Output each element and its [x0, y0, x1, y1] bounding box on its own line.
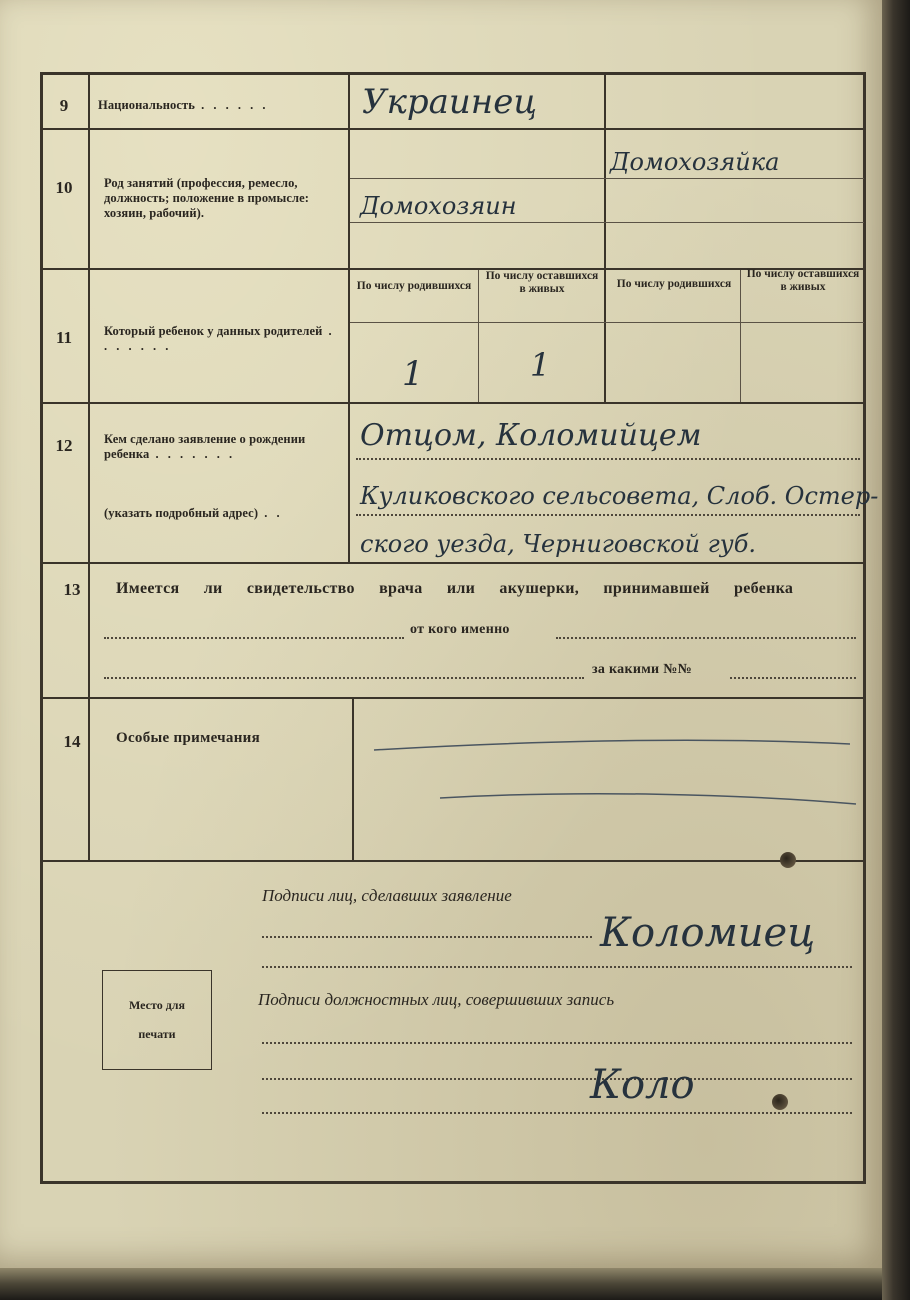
header-divider	[350, 322, 864, 323]
col-head-mother-born: По числу родившихся	[616, 278, 732, 290]
row-divider	[42, 697, 864, 699]
column-divider	[348, 74, 350, 562]
dotted-line	[556, 637, 856, 639]
row-number-11: 11	[55, 328, 73, 347]
stamp-placeholder	[102, 970, 212, 1070]
address-label-text: (указать подробный адрес)	[104, 506, 259, 520]
nationality-label: Национальность . . . . . .	[98, 98, 269, 112]
certificate-question: Имеется ли свидетельство врача или акушерки, принимавшей ребенка	[116, 580, 794, 597]
page-edge-right	[882, 0, 910, 1300]
row-number-9: 9	[59, 96, 69, 115]
declarant-label: Кем сделано заявление о рождении ребенка . . . . . . .	[104, 432, 306, 461]
child-number-alive: 1	[530, 346, 551, 384]
numbers-label: за какими №№	[592, 662, 692, 677]
dotted-line	[104, 637, 404, 639]
from-whom-label: от кого именно	[410, 622, 510, 637]
dotted-line	[262, 936, 592, 938]
col-head-father-born: По числу родившихся	[356, 280, 472, 292]
page-edge-bottom	[0, 1268, 882, 1300]
mother-occupation-value: Домохозяйка	[610, 148, 780, 176]
dotted-line	[356, 514, 860, 516]
declarant-line-3: ского уезда, Черниговской губ.	[360, 530, 756, 558]
column-divider	[604, 74, 606, 402]
nationality-label-text: Национальность	[98, 98, 195, 112]
which-child-label: Который ребенок у данных родителей . . . . . . .	[104, 324, 335, 353]
dotted-line	[104, 677, 584, 679]
dotted-line	[262, 966, 852, 968]
declarant-label-text: Кем сделано заявление о рождении ребенка	[104, 432, 306, 461]
special-notes-label: Особые примечания	[116, 730, 261, 746]
sub-divider	[350, 222, 864, 223]
binding-hole	[772, 1094, 788, 1110]
father-occupation-value: Домохозяин	[360, 192, 517, 220]
officials-signature-label: Подписи должностных лиц, совершивших запись	[258, 990, 615, 1009]
declarant-line-2: Куликовского сельсовета, Слоб. Остер-	[360, 482, 879, 510]
applicant-signature: Коломиец	[600, 910, 816, 956]
row-divider	[42, 860, 864, 862]
row-number-13: 13	[63, 580, 81, 599]
row-divider	[42, 128, 864, 130]
col-head-father-alive: По числу оставшихся в живых	[485, 270, 599, 295]
row-number-12: 12	[55, 436, 73, 455]
dotted-line	[356, 458, 860, 460]
sub-divider	[350, 178, 864, 179]
notes-strike-lines	[360, 720, 860, 830]
occupation-label: Род занятий (профессия, ремесло, должность; положение в промысле: хозяин, рабочий).	[104, 176, 310, 220]
row-divider	[42, 562, 864, 564]
row-number-10: 10	[55, 178, 73, 197]
row-number-14: 14	[63, 732, 81, 751]
dotted-line	[262, 1112, 852, 1114]
dotted-line	[730, 677, 856, 679]
child-number-born: 1	[402, 354, 424, 394]
binding-hole	[780, 852, 796, 868]
applicants-signature-label: Подписи лиц, сделавших заявление	[262, 886, 512, 905]
column-divider	[478, 270, 479, 402]
stamp-text-1: Место для	[129, 998, 185, 1012]
col-head-mother-alive: По числу оставшихся в живых	[746, 268, 860, 293]
column-divider	[740, 270, 741, 402]
official-signature: Коло	[590, 1062, 695, 1108]
dotted-line	[262, 1078, 852, 1080]
dotted-line	[262, 1042, 852, 1044]
stamp-text-2: печати	[138, 1027, 176, 1041]
which-child-label-text: Который ребенок у данных родителей	[104, 324, 323, 338]
column-divider	[352, 697, 354, 860]
nationality-value: Украинец	[362, 82, 538, 122]
row-divider	[42, 402, 864, 404]
address-label: (указать подробный адрес) . .	[104, 506, 283, 520]
declarant-line-1: Отцом, Коломийцем	[360, 418, 702, 453]
